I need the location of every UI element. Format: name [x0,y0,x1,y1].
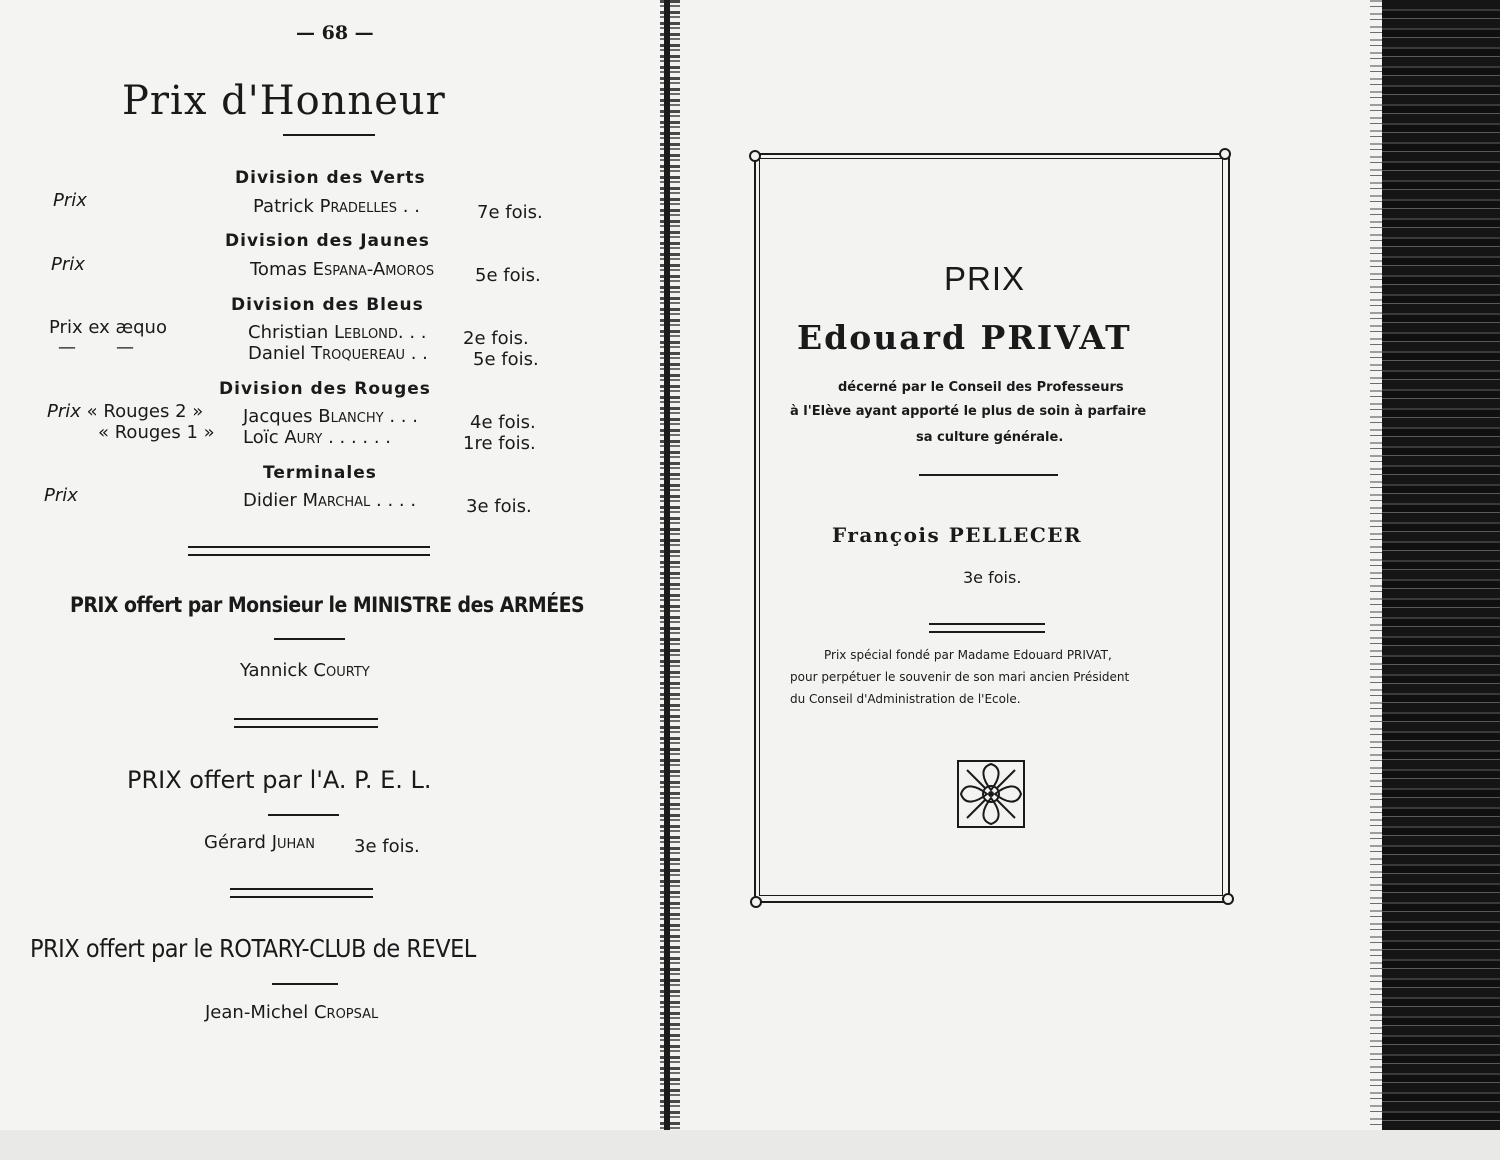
prize-rule [272,983,338,985]
scan-bottom-strip [0,1130,1500,1160]
certificate-times: 3e fois. [963,568,1022,587]
times-count: 3e fois. [466,496,532,517]
certificate-prize-name: Edouard PRIVAT [797,318,1132,357]
description-line: décerné par le Conseil des Professeurs [838,380,1124,395]
division-heading: Division des Rouges [219,379,431,399]
book-spine-shadow [660,0,680,1130]
division-heading: Division des Bleus [231,295,424,315]
winner-name: Patrick Pradelles . . [253,196,420,217]
division-heading: Terminales [263,463,377,483]
section-double-rule [230,888,373,898]
ditto-marks: — — [58,337,135,358]
prize-label: Prix « Rouges 2 » [47,401,204,422]
certificate-rule [919,474,1058,476]
prize-label: « Rouges 1 » [98,422,215,443]
certificate-double-rule [929,623,1045,633]
winner-name: Tomas Espana-Amoros [250,259,435,280]
prize-label: Prix [51,254,85,275]
note-line: Prix spécial fondé par Madame Edouard PRIVAT, [824,648,1112,662]
corner-ornament-icon [750,896,762,908]
page-title: Prix d'Honneur [122,78,446,124]
times-count: 4e fois. [470,412,536,433]
description-line: sa culture générale. [916,430,1064,445]
corner-ornament-icon [1222,893,1234,905]
winner-name: Loïc Aury . . . . . . [243,427,392,448]
times-count: 5e fois. [473,349,539,370]
prize-label: Prix [53,190,87,211]
times-count: 5e fois. [475,265,541,286]
prize-rule [274,638,345,640]
times-count: 3e fois. [354,836,420,857]
corner-ornament-icon [1219,148,1231,160]
times-count: 7e fois. [477,202,543,223]
winner-name: Didier Marchal . . . . [243,490,417,511]
prize-title-rotary: PRIX offert par le ROTARY-CLUB de REVEL [30,934,476,963]
certificate-title: PRIX [944,260,1026,297]
book-spine [664,0,670,1130]
winner-name: Christian Leblond. . . [248,322,427,343]
winner-name: Daniel Troquereau . . [248,343,428,364]
page-number: — 68 — [296,22,374,44]
note-line: du Conseil d'Administration de l'Ecole. [790,692,1021,706]
certificate-winner: François PELLECER [832,523,1083,547]
division-heading: Division des Jaunes [225,231,430,251]
prize-title-apel: PRIX offert par l'A. P. E. L. [127,766,432,794]
section-double-rule [234,718,378,728]
section-double-rule [188,546,430,556]
prize-label: Prix ex æquo [49,317,167,338]
title-rule [283,134,375,136]
winner-name: Gérard Juhan [204,832,315,853]
corner-ornament-icon [749,150,761,162]
times-count: 2e fois. [463,328,529,349]
note-line: pour perpétuer le souvenir de son mari ancien Président [790,670,1130,684]
winner-name: Jean-Michel Cropsal [205,1002,379,1023]
description-line: à l'Elève ayant apporté le plus de soin à parfaire [790,404,1147,419]
winner-name: Jacques Blanchy . . . [243,406,418,427]
winner-name: Yannick Courty [240,660,370,681]
floral-ornament-icon [957,760,1025,828]
prize-title-armees: PRIX offert par Monsieur le MINISTRE des ARMÉES [70,593,585,617]
prize-rule [268,814,339,816]
scan-dark-edge [1382,0,1500,1130]
times-count: 1re fois. [463,433,536,454]
division-heading: Division des Verts [235,168,426,188]
prize-label: Prix [44,485,78,506]
